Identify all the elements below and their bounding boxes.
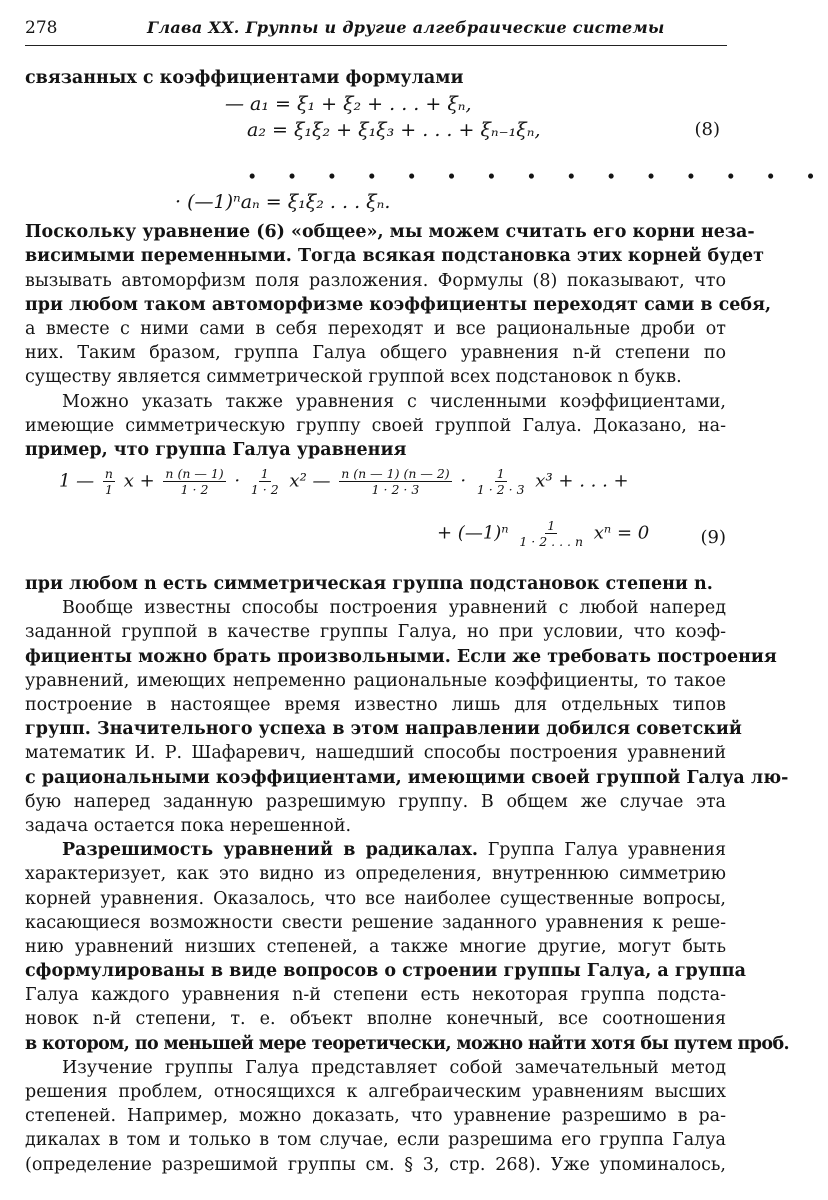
text-line: сформулированы в виде вопросов о строении группы Галуа, а группа: [25, 961, 746, 982]
formula-8-dots: • • • • • • • • • • • • • • •: [247, 168, 828, 189]
denominator: 1 · 2 · 3: [476, 482, 525, 498]
formula-term: 1 —: [59, 470, 95, 492]
text-line: с рациональными коэффициентами, имеющими своей группой Галуа лю-: [25, 767, 789, 788]
text-line: Можно указать также уравнения с численными коэффициентами,: [62, 391, 726, 412]
text-line: построение в настоящее время известно лишь для отдельных типов: [25, 695, 726, 715]
paragraph-1: [25, 220, 772, 389]
denominator: 1 · 2: [180, 482, 209, 498]
fraction: [103, 466, 115, 497]
formula-8: [25, 90, 828, 220]
formula-term: xⁿ = 0: [593, 522, 650, 544]
paragraph-4: [25, 596, 789, 838]
text-line: а вместе с ними сами в себя переходят и все рациональные дроби от: [25, 318, 726, 339]
denominator: 1 · 2 . . . n: [519, 534, 584, 550]
numerator: n (n — 1) (n — 2): [341, 466, 450, 482]
fraction: [249, 466, 281, 497]
paragraph-3: [25, 572, 726, 596]
text-line: пример, что группа Галуа уравнения: [25, 439, 407, 460]
numerator: n (n — 1): [165, 466, 224, 482]
text-line: решения проблем, относящихся к алгебраическим уравнениям высших: [25, 1082, 726, 1102]
text-line: висимыми переменными. Тогда всякая подстановка этих корней будет: [25, 246, 764, 267]
text-line: математик И. Р. Шафаревич, нашедший способы построения уравнений: [25, 743, 726, 764]
text-line: новок n-й степени, т. е. объект вполне конечный, все соотношения: [25, 1009, 726, 1030]
text-line: бую наперед заданную разрешимую группу. В общем же случае эта: [25, 791, 726, 812]
text-line: Галуа каждого уравнения n-й степени есть некоторая группа подста-: [25, 985, 726, 1006]
intro-line: связанных с коэффициентами формулами: [25, 68, 464, 88]
numerator: n: [104, 466, 113, 482]
formula-term: ·: [460, 470, 467, 492]
running-title: Глава XX. Группы и другие алгебраические системы: [147, 18, 665, 37]
header-rule: [25, 45, 727, 46]
text-line: Изучение группы Галуа представляет собой замечательный метод: [62, 1057, 726, 1078]
formula-9: [25, 462, 726, 572]
text-line: дикалах в том и только в том случае, если разрешима его группа Галуа: [25, 1130, 726, 1151]
text-line: нию уравнений низших степеней, а также многие другие, могут быть: [25, 936, 726, 957]
heading-continuation: Группа Галуа уравнения: [487, 840, 726, 861]
formula-term: x +: [123, 470, 155, 492]
denominator: 1 · 2: [250, 482, 279, 498]
formula-term: x³ + . . . +: [535, 470, 629, 492]
fraction: [163, 466, 225, 497]
page-number: 278: [25, 18, 58, 38]
text-line: существу является симметрической группой всех подстановок n букв.: [25, 367, 682, 388]
text-line: уравнений, имеющих непременно рациональные коэффициенты, то такое: [25, 670, 726, 691]
formula-9-line-2: [437, 518, 649, 549]
formula-9-number: (9): [700, 527, 726, 549]
page-header: [25, 14, 727, 46]
text-line: при любом n есть симметрическая группа подстановок степени n.: [25, 574, 713, 595]
text-line: при любом таком автоморфизме коэффициенты переходят сами в себя,: [25, 294, 772, 315]
formula-9-line-1: [59, 466, 629, 497]
formula-8-row-2: a₂ = ξ₁ξ₂ + ξ₁ξ₃ + . . . + ξₙ₋₁ξₙ,: [247, 119, 541, 142]
page-body: [25, 66, 828, 1177]
text-line: Вообще известны способы построения уравнений с любой наперед: [62, 598, 726, 619]
text-line: корней уравнения. Оказалось, что все наиболее существенные вопросы,: [25, 888, 726, 909]
text-line: фициенты можно брать произвольными. Если же требовать построения: [25, 646, 777, 667]
text-line: (определение разрешимой группы см. § 3, стр. 268). Уже упоминалось,: [25, 1154, 726, 1175]
paragraph-2: [25, 390, 726, 463]
numerator: 1: [547, 518, 556, 534]
fraction: [339, 466, 451, 497]
section-heading: Разрешимость уравнений в радикалах.: [62, 840, 478, 861]
formula-term: x² —: [289, 470, 331, 492]
text-line: характеризует, как это видно из определения, внутреннюю симметрию: [25, 864, 726, 885]
text-line: Поскольку уравнение (6) «общее», мы можем считать его корни неза-: [25, 222, 755, 243]
fraction: [475, 466, 527, 497]
fraction: [517, 518, 585, 549]
text-line: [25, 838, 726, 862]
text-line: имеющие симметрическую группу своей группой Галуа. Доказано, на-: [25, 415, 726, 436]
denominator: 1 · 2 · 3: [371, 482, 420, 498]
denominator: 1: [104, 482, 113, 498]
formula-8-row-1: — a₁ = ξ₁ + ξ₂ + . . . + ξₙ,: [225, 93, 472, 116]
formula-term: ·: [234, 470, 241, 492]
numerator: 1: [496, 466, 505, 482]
formula-8-row-3: · (—1)ⁿaₙ = ξ₁ξ₂ . . . ξₙ.: [175, 191, 391, 214]
numerator: 1: [260, 466, 269, 482]
text-line: в котором, по меньшей мере теоретически, можно найти хотя бы путем проб.: [25, 1033, 790, 1054]
text-line: степеней. Например, можно доказать, что уравнение разрешимо в ра-: [25, 1106, 726, 1127]
paragraph-5: [25, 838, 790, 1056]
text-line: них. Таким бразом, группа Галуа общего уравнения n-й степени по: [25, 343, 726, 364]
formula-term: + (—1)ⁿ: [437, 522, 509, 544]
text-line: групп. Значительного успеха в этом направлении добился советский: [25, 719, 742, 740]
text-line: заданной группой в качестве группы Галуа, но при условии, что коэф-: [25, 622, 726, 643]
text-line: вызывать автоморфизм поля разложения. Формулы (8) показывают, что: [25, 270, 726, 291]
formula-8-number: (8): [694, 119, 720, 141]
text-line: задача остается пока нерешенной.: [25, 815, 352, 836]
paragraph-6: [25, 1056, 726, 1177]
text-line: касающиеся возможности свести решение заданного уравнения к реше-: [25, 912, 726, 933]
